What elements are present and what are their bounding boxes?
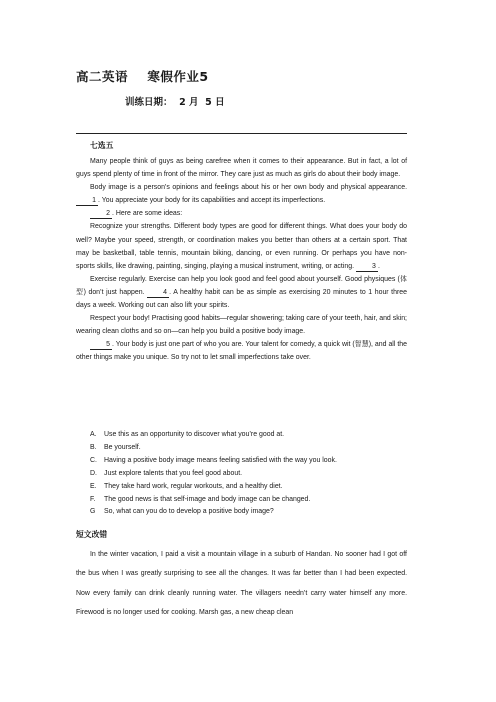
option-e	[90, 481, 407, 494]
blank-4: 4	[147, 288, 169, 298]
options-list	[90, 429, 407, 519]
option-c	[90, 455, 407, 468]
header-divider	[76, 133, 407, 134]
section-label-error-correction: 短文改错	[76, 530, 108, 539]
option-b	[90, 442, 407, 455]
option-letter: E.	[90, 482, 97, 490]
option-text: Use this as an opportunity to discover what you’re good at.	[104, 431, 285, 438]
paragraph	[76, 181, 407, 207]
option-text: Be yourself.	[104, 443, 141, 451]
option-d	[90, 468, 407, 481]
blank-1: 1	[76, 196, 98, 206]
paragraph	[76, 338, 407, 364]
option-letter: A.	[90, 431, 97, 438]
paragraph-text: . A healthy habit can be as simple as exercising 20 minutes to 1 hour three days a week. Working out can also lift your spirits.	[76, 288, 407, 310]
paragraph	[76, 207, 407, 220]
page-title: 高二英语 寒假作业5	[76, 69, 209, 84]
option-letter: B.	[90, 443, 97, 451]
blank-5: 5	[90, 340, 112, 350]
paragraph: Respect your body! Practising good habits—regular showering; taking care of your teeth, hair, and skin; wearing clean cloths and so on—can help you build a positive body image.	[76, 315, 407, 336]
reading-passage	[76, 155, 407, 365]
paragraph-text: .	[377, 262, 380, 270]
option-letter: D.	[90, 469, 97, 477]
paragraph	[76, 273, 407, 312]
option-text: The good news is that self-image and body image can be changed.	[104, 495, 311, 503]
paragraph-text: Recognize your strengths. Different body types are good for different things. What does your body do well? Maybe your speed, strength, or coordination makes you better than others at a certain sport. That may be basketball, table tennis, mountain biking, dancing, or even running. Or perhaps you have non-sports skills, like drawing, painting, singing, playing a musical instrument, writing, or acting.	[76, 223, 407, 270]
section-label-seven-choose-five: 七选五	[90, 141, 114, 150]
paragraph-text: Body image is a person’s opinions and feelings about his or her own body and physical appearance.	[90, 184, 407, 192]
paragraph-text: . You appreciate your body for its capabilities and accept its imperfections.	[98, 197, 326, 205]
option-g	[90, 506, 407, 519]
option-letter: G	[90, 508, 96, 516]
training-date: 训练日期： 2 月 5 日	[125, 97, 225, 108]
option-letter: C.	[90, 456, 97, 464]
option-text: So, what can you do to develop a positive body image?	[104, 508, 274, 516]
paragraph-text: Exercise regularly. Exercise can help you look good and feel good about yourself. Good physiques (体型) don’t just happen.	[76, 275, 407, 296]
blank-3: 3	[356, 262, 378, 272]
paragraph: Many people think of guys as being carefree when it comes to their appearance. But in fact, a lot of guys spend plenty of time in front of the mirror. They care just as much as girls do about their body image.	[76, 158, 407, 179]
option-text: Just explore talents that you feel good about.	[104, 469, 243, 477]
option-letter: F.	[90, 495, 96, 503]
blank-2: 2	[90, 209, 112, 219]
option-text: They take hard work, regular workouts, and a healthy diet.	[104, 482, 283, 490]
paragraph-text: . Here are some ideas:	[112, 210, 183, 218]
option-text: Having a positive body image means feeling satisfied with the way you look.	[104, 456, 337, 464]
paragraph	[76, 220, 407, 272]
option-f	[90, 494, 407, 507]
paragraph-text: . Your body is just one part of who you are. Your talent for comedy, a quick wit (智慧), and all the other things make you unique. So try not to let small imperfections take over.	[76, 341, 407, 362]
error-correction-passage	[76, 545, 407, 623]
option-a	[90, 429, 407, 442]
paragraph: In the winter vacation, I paid a visit a mountain village in a suburb of Handan. No sooner had I got off the bus when I was greatly surprising to see all the changes. It was far better than I had been expected. Now every family can drink cleanly running water. The villagers needn’t carry water himself any more. Firewood is no longer used for cooking. Marsh gas, a new cheap clean	[76, 551, 407, 617]
